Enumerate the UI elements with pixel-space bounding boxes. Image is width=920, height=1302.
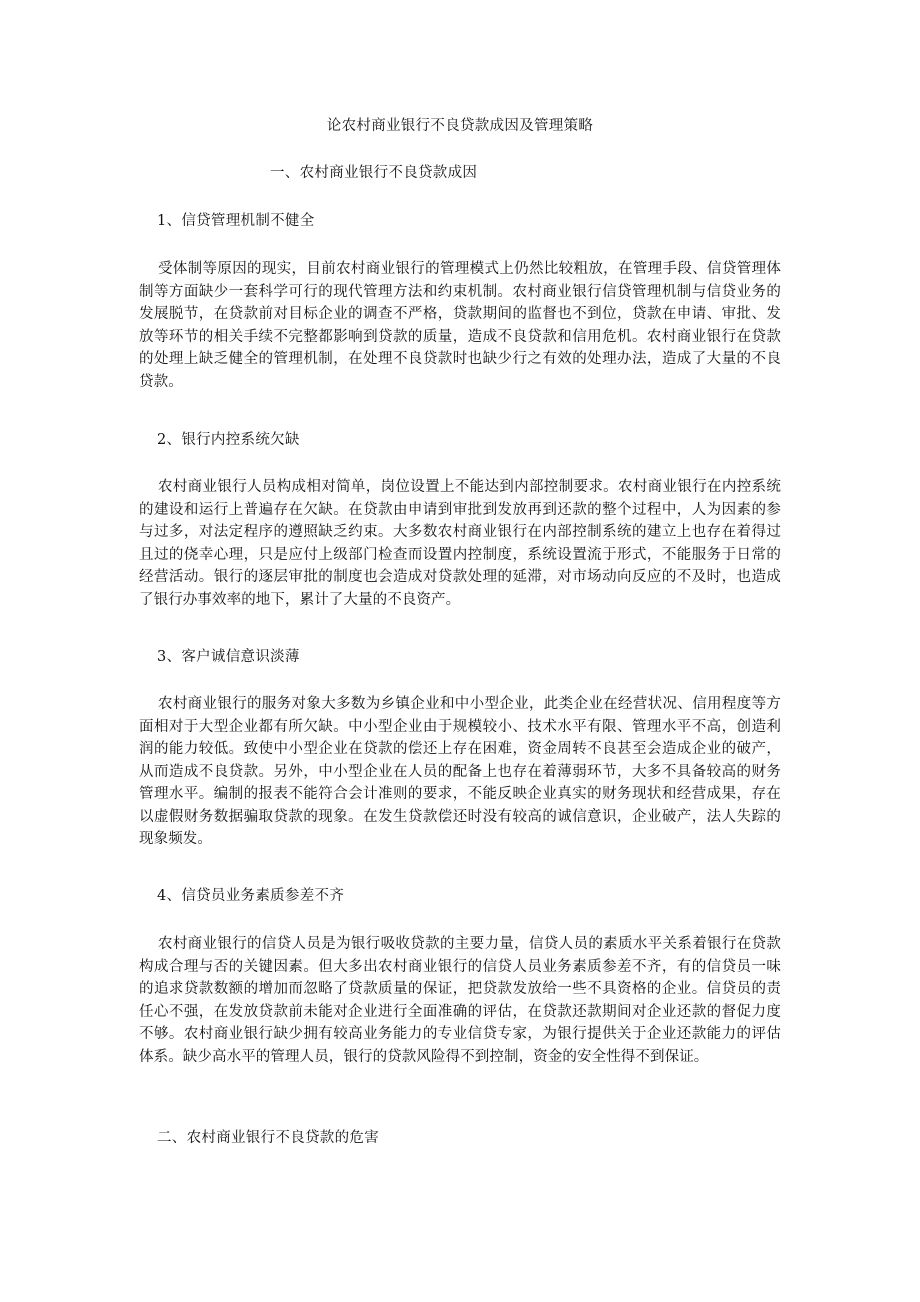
paragraph-credit-management: 受体制等原因的现实，目前农村商业银行的管理模式上仍然比较粗放，在管理手段、信贷管理体制等方面缺少一套科学可行的现代管理方法和约束机制。农村商业银行信贷管理机制与信贷业务的发展脱节，在贷款前对目标企业的调查不严格，贷款期间的监督也不到位，贷款在申请、审批、发放等环节的相关手续不完整都影响到贷款的质量，造成不良贷款和信用危机。农村商业银行在贷款的处理上缺乏健全的管理机制，在处理不良贷款时也缺少行之有效的处理办法，造成了大量的不良贷款。	[139, 261, 781, 390]
subsection-heading-customer-integrity: 3、客户诚信意识淡薄	[157, 649, 300, 665]
paragraph-credit-staff: 农村商业银行的信贷人员是为银行吸收贷款的主要力量，信贷人员的素质水平关系着银行在贷款构成合理与否的关键因素。但大多出农村商业银行的信贷人员业务素质参差不齐，有的信贷员一味的追求贷款数额的增加而忽略了贷款质量的保证，把贷款发放给一些不具资格的企业。信贷员的责任心不强，在发放贷款前未能对企业进行全面准确的评估，在贷款还款期间对企业还款的督促力度不够。农村商业银行缺少拥有较高业务能力的专业信贷专家，为银行提供关于企业还款能力的评估体系。缺少高水平的管理人员，银行的贷款风险得不到控制，资金的安全性得不到保证。	[139, 936, 781, 1065]
subsection-heading-credit-staff: 4、信贷员业务素质参差不齐	[157, 888, 345, 904]
document-title: 论农村商业银行不良贷款成因及管理策略	[326, 118, 594, 134]
subsection-heading-internal-control: 2、银行内控系统欠缺	[157, 432, 300, 448]
subsection-heading-credit-management: 1、信贷管理机制不健全	[157, 213, 315, 229]
paragraph-customer-integrity: 农村商业银行的服务对象大多数为乡镇企业和中小型企业，此类企业在经营状况、信用程度等方面相对于大型企业都有所欠缺。中小型企业由于规模较小、技术水平有限、管理水平不高，创造利润的能力较低。致使中小型企业在贷款的偿还上存在困难，资金周转不良甚至会造成企业的破产，从而造成不良贷款。另外，中小型企业在人员的配备上也存在着薄弱环节，大多不具备较高的财务管理水平。编制的报表不能符合会计准则的要求，不能反映企业真实的财务现状和经营成果，存在以虚假财务数据骗取贷款的现象。在发生贷款偿还时没有较高的诚信意识，企业破产，法人失踪的现象频发。	[139, 696, 781, 847]
paragraph-internal-control: 农村商业银行人员构成相对简单，岗位设置上不能达到内部控制要求。农村商业银行在内控系统的建设和运行上普遍存在欠缺。在贷款由申请到审批到发放再到还款的整个过程中，人为因素的参与过多，对法定程序的遵照缺乏约束。大多数农村商业银行在内部控制系统的建立上也存在着得过且过的侥幸心理，只是应付上级部门检查而设置内控制度，系统设置流于形式，不能服务于日常的经营活动。银行的逐层审批的制度也会造成对贷款处理的延滞，对市场动向反应的不及时，也造成了银行办事效率的地下，累计了大量的不良资产。	[139, 479, 781, 608]
section-heading-harms: 二、农村商业银行不良贷款的危害	[157, 1130, 379, 1146]
section-heading-causes: 一、农村商业银行不良贷款成因	[270, 165, 478, 181]
